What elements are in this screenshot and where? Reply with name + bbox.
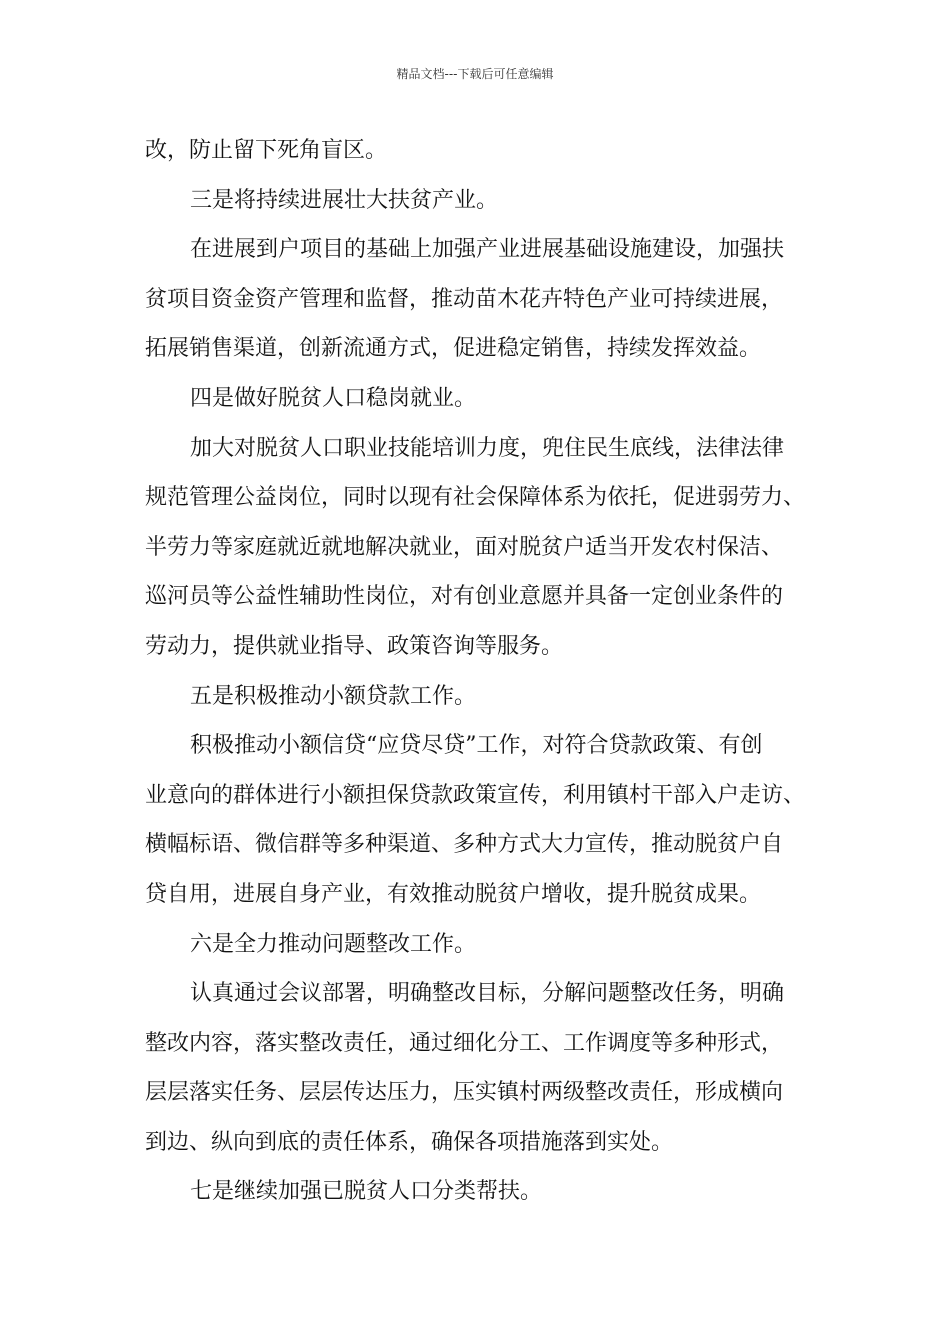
text-line: 积极推动小额信贷“应贷尽贷”工作，对符合贷款政策、有创 <box>190 733 763 759</box>
text-line: 拓展销售渠道，创新流通方式，促进稳定销售，持续发挥效益。 <box>145 336 762 362</box>
text-line: 横幅标语、微信群等多种渠道、多种方式大力宣传，推动脱贫户自 <box>145 832 784 858</box>
text-line: 贫项目资金资产管理和监督，推动苗木花卉特色产业可持续进展， <box>145 286 784 312</box>
text-line: 到边、纵向到底的责任体系，确保各项措施落到实处。 <box>145 1129 674 1155</box>
text-line: 五是积极推动小额贷款工作。 <box>190 683 477 709</box>
text-line: 认真通过会议部署，明确整改目标，分解问题整改任务，明确 <box>190 981 785 1007</box>
text-line: 贷自用，进展自身产业，有效推动脱贫户增收，提升脱贫成果。 <box>145 881 762 907</box>
text-line: 三是将持续进展壮大扶贫产业。 <box>190 187 499 213</box>
text-line: 劳动力，提供就业指导、政策咨询等服务。 <box>145 633 564 659</box>
text-line: 业意向的群体进行小额担保贷款政策宣传，利用镇村干部入户走访、 <box>145 782 806 808</box>
text-line: 六是全力推动问题整改工作。 <box>190 931 477 957</box>
text-line: 半劳力等家庭就近就地解决就业，面对脱贫户适当开发农村保洁、 <box>145 534 784 560</box>
text-line: 规范管理公益岗位，同时以现有社会保障体系为依托，促进弱劳力、 <box>145 485 806 511</box>
text-line: 七是继续加强已脱贫人口分类帮扶。 <box>190 1179 543 1205</box>
text-line: 层层落实任务、层层传达压力，压实镇村两级整改责任，形成横向 <box>145 1080 784 1106</box>
text-line: 整改内容，落实整改责任，通过细化分工、工作调度等多种形式， <box>145 1030 784 1056</box>
text-line: 巡河员等公益性辅助性岗位，对有创业意愿并具备一定创业条件的 <box>145 584 784 610</box>
text-line: 改，防止留下死角盲区。 <box>145 138 388 163</box>
text-line: 加大对脱贫人口职业技能培训力度，兜住民生底线，法律法律 <box>190 435 785 461</box>
text-line: 四是做好脱贫人口稳岗就业。 <box>190 385 477 411</box>
text-line: 在进展到户项目的基础上加强产业进展基础设施建设，加强扶 <box>190 237 785 263</box>
document-body <box>145 126 815 1217</box>
page-header: 精品文档---下载后可任意编辑 <box>396 67 554 81</box>
